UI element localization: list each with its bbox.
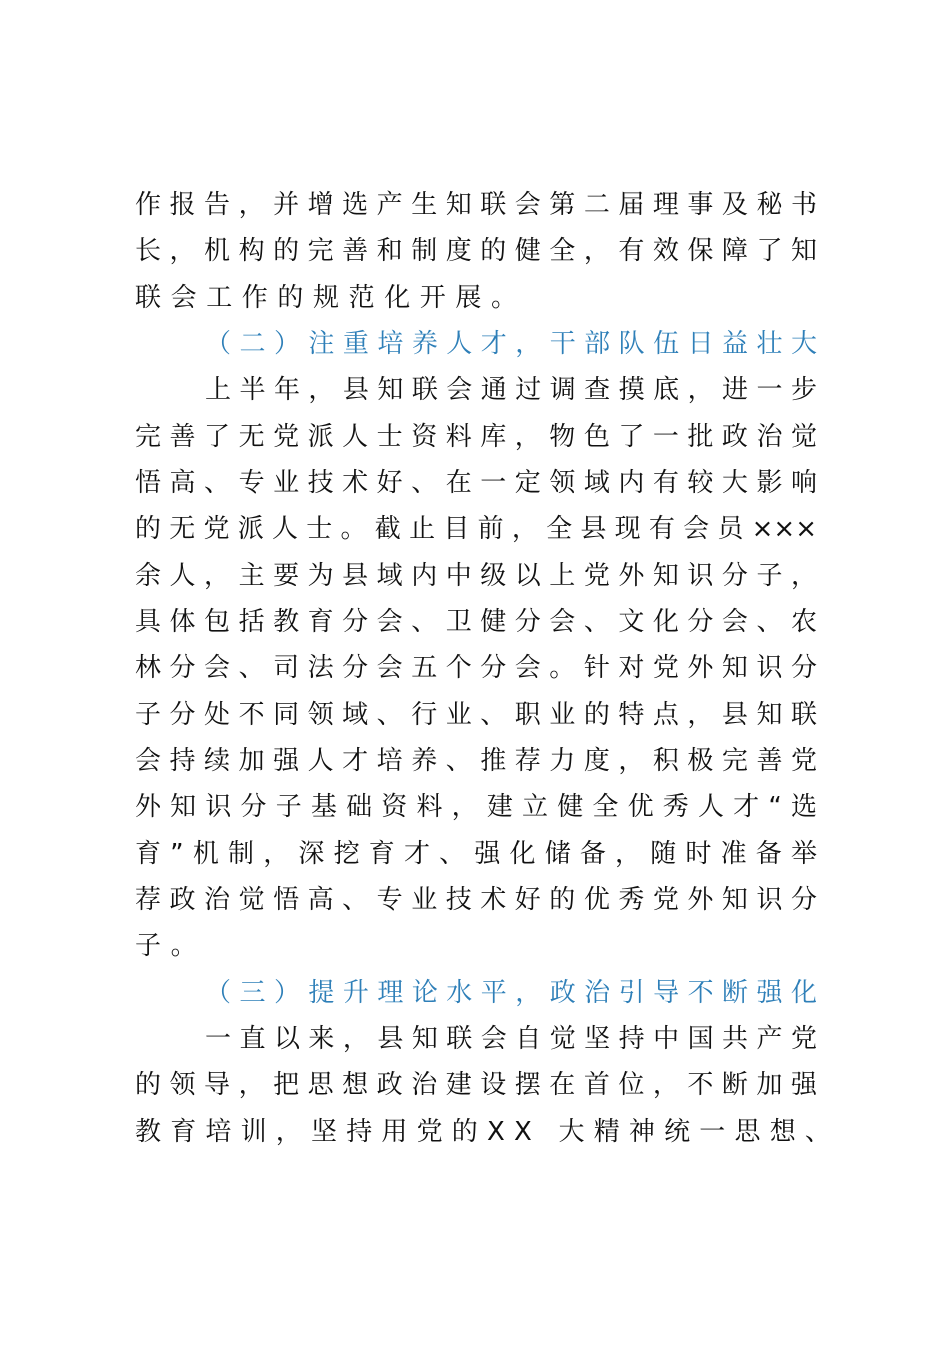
body-line: 联会工作的规范化开展。	[135, 283, 527, 313]
section-heading-2: （二）注重培养人才，干部队伍日益壮大	[205, 329, 817, 359]
body-line: 具体包括教育分会、卫健分会、文化分会、农	[135, 607, 817, 637]
body-line: 长，机构的完善和制度的健全，有效保障了知	[135, 236, 817, 266]
body-line: 荐政治觉悟高、专业技术好的优秀党外知识分	[135, 885, 817, 915]
body-line: 的无党派人士。截止目前，全县现有会员×××	[135, 514, 817, 544]
body-line: 的领导，把思想政治建设摆在首位，不断加强	[135, 1070, 817, 1100]
body-line: 余人，主要为县域内中级以上党外知识分子，	[135, 561, 817, 591]
body-line: 作报告，并增选产生知联会第二届理事及秘书	[135, 190, 817, 220]
body-line: 完善了无党派人士资料库，物色了一批政治觉	[135, 422, 817, 452]
body-line: 外知识分子基础资料，建立健全优秀人才“选	[135, 792, 817, 822]
body-line: 一直以来，县知联会自觉坚持中国共产党	[205, 1024, 817, 1054]
section-heading-3: （三）提升理论水平，政治引导不断强化	[205, 978, 817, 1008]
body-line: 子分处不同领域、行业、职业的特点，县知联	[135, 700, 817, 730]
body-line: 会持续加强人才培养、推荐力度，积极完善党	[135, 746, 817, 776]
body-line: 林分会、司法分会五个分会。针对党外知识分	[135, 653, 817, 683]
body-line: 上半年，县知联会通过调查摸底，进一步	[205, 375, 817, 405]
body-line: 育”机制，深挖育才、强化储备，随时准备举	[135, 839, 817, 869]
body-line: 悟高、专业技术好、在一定领域内有较大影响	[135, 468, 817, 498]
body-line: 教育培训，坚持用党的XX 大精神统一思想、	[135, 1117, 841, 1147]
body-line: 子。	[135, 931, 207, 961]
